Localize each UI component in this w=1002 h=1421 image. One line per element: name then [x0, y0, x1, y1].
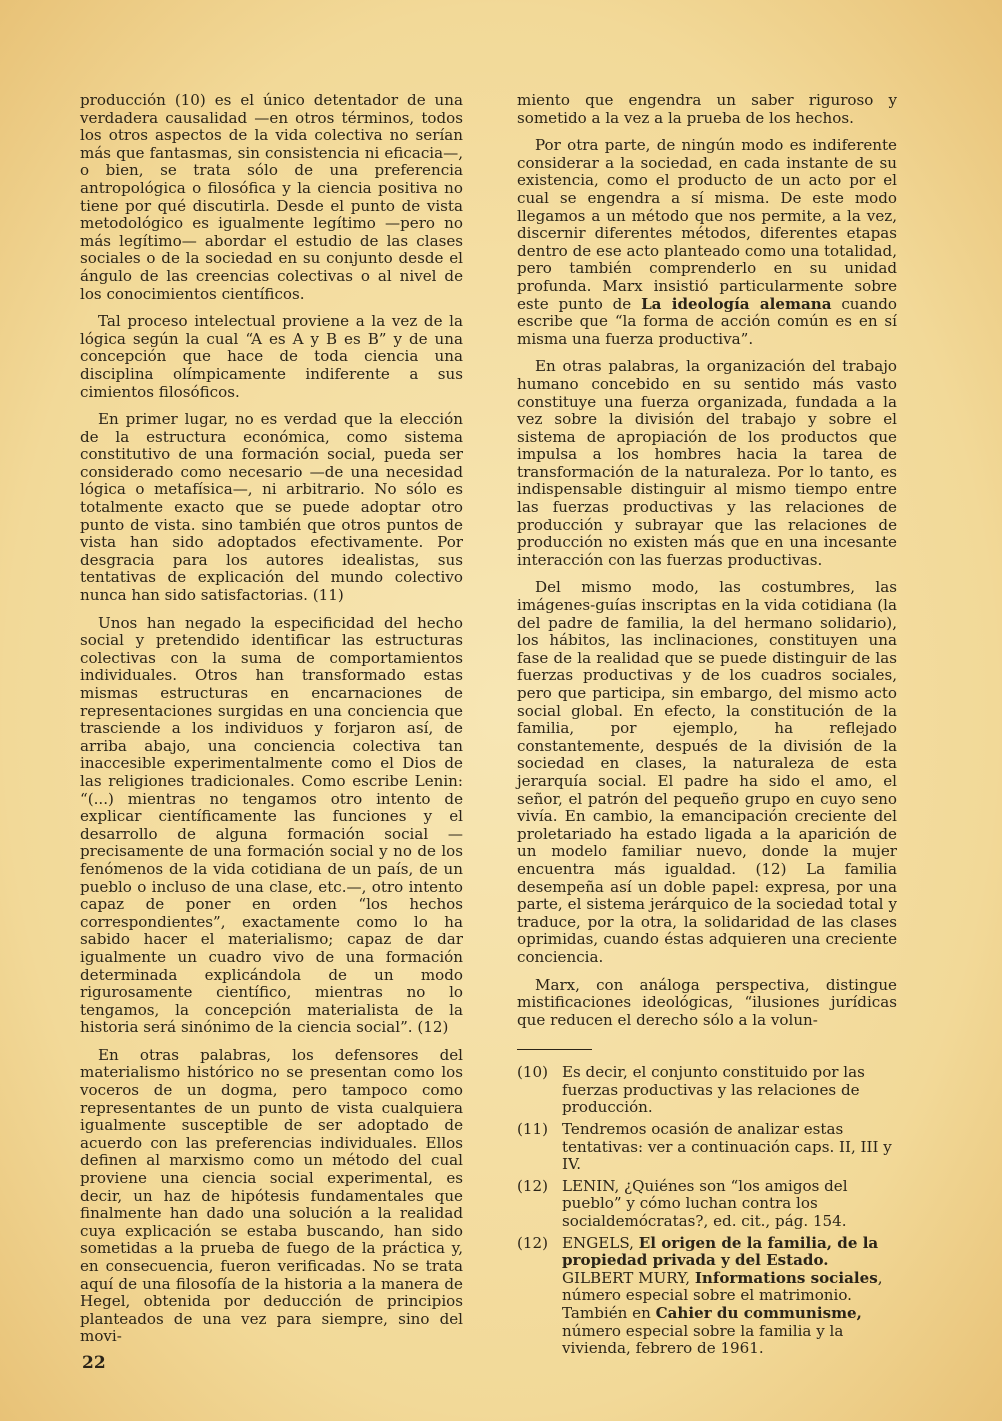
- paragraph: En otras palabras, los defensores del materialismo histórico no se presentan como los voceros de un dogma, pero tampoco como representantes de un punto de vista cualquiera igualmente susceptible de ser adoptado de acuerdo con las preferencias individuales. Ellos definen al marxismo como un método del cual proviene una ciencia social experimental, es decir, un haz de hipótesis fundamentales que finalmente han dado una solución a la realidad cuya explicación se estaba buscando, han sido sometidas a la prueba de fuego de la práctica y, en consecuencia, fueron verificadas. No se trata aquí de una filosofía de la historia a la manera de Hegel, obtenida por deducción de principios planteados de una vez para siempre, sino del movi-: [80, 1045, 463, 1346]
- text-run: Por otra parte, de ningún modo es indiferente considerar a la sociedad, en cada instante de su existencia, como el producto de un acto por el cual se engendra a sí misma. De este modo llegamos a un método que nos permite, a la vez, discernir diferentes métodos, diferentes etapas dentro de ese acto planteado como una totalidad, pero también comprenderlo en su unidad profunda. Marx insistió particularmente sobre este punto de: [517, 136, 897, 313]
- paragraph: En primer lugar, no es verdad que la elección de la estructura económica, como sistema constitutivo de una formación social, pueda ser considerado como necesario —de una necesidad lógica o metafísica—, ni arbitrario. No sólo es totalmente exacto que se puede adoptar otro punto de vista. sino también que otros puntos de vista han sido adoptados efectivamente. Por desgracia para los autores idealistas, sus tentativas de explicación del mundo colectivo nunca han sido satisfactorias. (11): [80, 410, 463, 605]
- footnote-text: Tendremos ocasión de analizar estas tentativas: ver a continuación caps. II, III y IV.: [562, 1120, 892, 1174]
- footnote-number: (12): [517, 1233, 548, 1252]
- right-column: [517, 92, 897, 1362]
- paragraph: Del mismo modo, las costumbres, las imágenes-guías inscriptas en la vida cotidiana (la del padre de familia, la del hermano solidario), los hábitos, las inclinaciones, constituyen una fase de la realidad que se puede distinguir de las fuerzas productivas y de los cuadros sociales, pero que participa, sin embargo, del mismo acto social global. En efecto, la constitución de la familia, por ejemplo, ha reflejado constantemente, después de la división de la sociedad en clases, la naturaleza de esta jerarquía social. El padre ha sido el amo, el señor, el patrón del pequeño grupo en cuyo seno vivía. En cambio, la emancipación creciente del proletariado ha estado ligada a la aparición de un modelo familiar nuevo, donde la mujer encuentra más igualdad. (12) La familia desempeña así un doble papel: expresa, por una parte, el sistema jerárquico de la sociedad total y traduce, por la otra, la solidaridad de las clases oprimidas, cuando éstas adquieren una creciente conciencia.: [517, 578, 897, 966]
- footnote: [517, 1235, 897, 1358]
- text-run: , número especial sobre el matrimonio. También en: [562, 1268, 883, 1322]
- footnote-number: (12): [517, 1176, 548, 1195]
- footnote: [517, 1064, 897, 1117]
- footnote-text: LENIN, ¿Quiénes son “los amigos del pueblo” y cómo luchan contra los socialdemócratas?, ed. cit., pág. 154.: [562, 1176, 848, 1231]
- paragraph: Tal proceso intelectual proviene a la vez de la lógica según la cual “A es A y B es B” y de una concepción que hace de toda ciencia una disciplina olímpicamente indiferente a sus cimientos filosóficos.: [80, 312, 463, 401]
- footnote-number: (10): [517, 1063, 548, 1082]
- paragraph: Unos han negado la especificidad del hecho social y pretendido identificar las estructuras colectivas con la suma de comportamientos individuales. Otros han transformado estas mismas estructuras en encarnaciones de representaciones surgidas en una conciencia que trasciende a los individuos y forjaron así, de arriba abajo, una conciencia colectiva tan inaccesible experimentalmente como el Dios de las religiones tradicionales. Como escribe Lenin: “(...) mientras no tengamos otro intento de explicar científicamente las funciones y el desarrollo de alguna formación social —precisamente de una formación social y no de los fenómenos de la vida cotidiana de un país, de un pueblo o incluso de una clase, etc.—, otro intento capaz de poner en orden “los hechos correspondientes”, exactamente como lo ha sabido hacer el materialismo; capaz de dar igualmente un cuadro vivo de una formación determinada explicándola de un modo rigurosamente científico, mientras no lo tengamos, la concepción materialista de la historia será sinónimo de la ciencia social”. (12): [80, 613, 463, 1037]
- footnote-divider: [517, 1049, 592, 1050]
- text-run: GILBERT MURY,: [562, 1268, 695, 1287]
- text-run: cuando escribe que “la forma de acción común es en sí misma una fuerza productiva”.: [517, 294, 898, 348]
- paragraph: [517, 137, 897, 348]
- footnote: [517, 1121, 897, 1174]
- book-title: Cahier du communisme,: [655, 1304, 862, 1322]
- left-column: [80, 92, 463, 1356]
- paragraph: producción (10) es el único detentador de una verdadera causalidad —en otros términos, todos los otros aspectos de la vida colectiva no serían más que fantasmas, sin consistencia ni eficacia—, o bien, se trata sólo de una preferencia antropológica o filosófica y la ciencia positiva no tiene por qué discutirla. Desde el punto de vista metodológico es igualmente legítimo —pero no más legítimo— abordar el estudio de las clases sociales o de la sociedad en su conjunto desde el ángulo de las creencias colectivas o al nivel de los conocimientos científicos.: [80, 91, 463, 303]
- footnote-number: (11): [517, 1120, 548, 1139]
- page-number: 22: [82, 1353, 106, 1373]
- text-run: número especial sobre la familia y la vivienda, febrero de 1961.: [562, 1321, 844, 1358]
- footnote-text: Es decir, el conjunto constituido por las fuerzas productivas y las relaciones de producción.: [562, 1063, 865, 1117]
- paragraph: Marx, con análoga perspectiva, distingue mistificaciones ideológicas, “ilusiones jurídicas que reducen el derecho sólo a la volun-: [517, 975, 897, 1029]
- book-title: La ideología alemana: [641, 294, 832, 313]
- footnote-text: [562, 1235, 897, 1358]
- book-title: El origen de la familia, de la propiedad privada y del Estado.: [562, 1233, 879, 1270]
- paragraph: En otras palabras, la organización del trabajo humano concebido en su sentido más vasto constituye una fuerza organizada, fundada a la vez sobre la división del trabajo y sobre el sistema de apropiación de los productos que impulsa a los hombres hacia la tarea de transformación de la naturaleza. Por lo tanto, es indispensable distinguir al mismo tiempo entre las fuerzas productivas y las relaciones de producción y subrayar que las relaciones de producción no existen más que en una incesante interacción con las fuerzas productivas.: [517, 357, 897, 569]
- paragraph: miento que engendra un saber riguroso y sometido a la vez a la prueba de los hechos.: [517, 91, 897, 127]
- book-title: Informations sociales: [694, 1268, 878, 1287]
- text-run: ENGELS,: [562, 1233, 639, 1252]
- footnote: [517, 1178, 897, 1231]
